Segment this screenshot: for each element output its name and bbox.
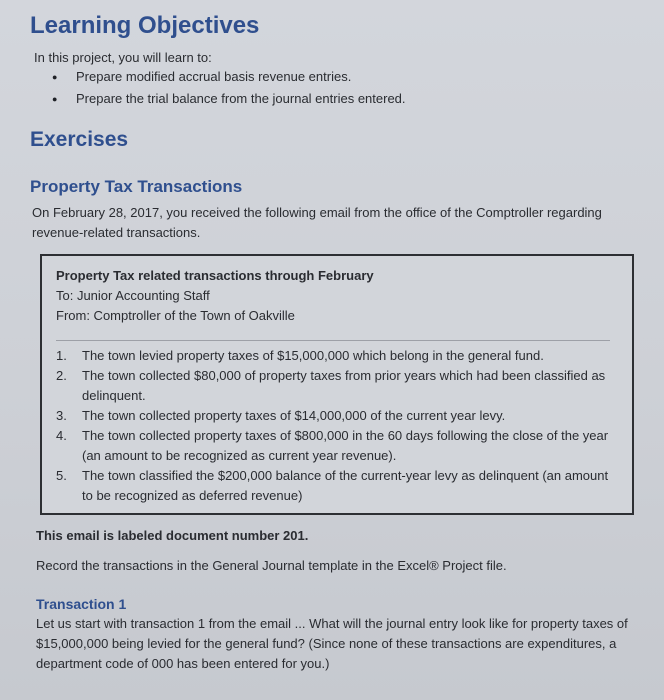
email-to: To: Junior Accounting Staff (56, 288, 210, 303)
transaction-number: 4. (56, 428, 67, 443)
transaction-item (56, 366, 616, 406)
transaction-number: 3. (56, 408, 67, 423)
exercise-intro-paragraph: On February 28, 2017, you received the following email from the office of the Comptroller regarding revenue-related transactions. (32, 205, 602, 240)
transaction-1-paragraph: Let us start with transaction 1 from the email ... What will the journal entry look like for property taxes of $15,000,000 being levied for the general fund? (Since none of these transactions are expenditures, a department code of 000 has been entered for you.) (36, 616, 628, 671)
property-tax-transactions-heading: Property Tax Transactions (30, 177, 243, 196)
objective-item: ● Prepare modified accrual basis revenue entries. (52, 66, 406, 88)
transaction-text: The town collected property taxes of $14,000,000 of the current year levy. (82, 408, 506, 423)
email-from: From: Comptroller of the Town of Oakville (56, 308, 295, 323)
transaction-text: The town classified the $200,000 balance of the current-year levy as delinquent (an amount to be recognized as deferred revenue) (82, 468, 609, 503)
transaction-text: The town collected $80,000 of property taxes from prior years which had been classified as delinquent. (82, 368, 606, 403)
email-divider (56, 340, 610, 341)
learning-objectives-heading: Learning Objectives (30, 12, 260, 39)
transaction-text: The town collected property taxes of $800,000 in the 60 days following the close of the year (an amount to be recognized as current year revenue). (82, 428, 609, 463)
transaction-number: 2. (56, 368, 67, 383)
transaction-item (56, 346, 616, 366)
exercises-heading: Exercises (30, 128, 129, 151)
email-header (56, 266, 374, 326)
email-subject: Property Tax related transactions through February (56, 268, 374, 283)
objectives-list (52, 66, 406, 110)
objectives-intro: In this project, you will learn to: (34, 50, 212, 65)
record-instruction: Record the transactions in the General Journal template in the Excel® Project file. (36, 558, 507, 573)
transaction-number: 1. (56, 348, 67, 363)
document-number-label: This email is labeled document number 201. (36, 528, 309, 543)
transaction-number: 5. (56, 468, 67, 483)
email-transaction-list (56, 346, 616, 506)
transaction-item (56, 426, 616, 466)
transaction-item (56, 466, 616, 506)
transaction-item (56, 406, 616, 426)
transaction-text: The town levied property taxes of $15,000,000 which belong in the general fund. (82, 348, 544, 363)
email-box (40, 254, 634, 515)
transaction-1-heading: Transaction 1 (36, 596, 127, 612)
objective-item: ● Prepare the trial balance from the journal entries entered. (52, 88, 406, 110)
